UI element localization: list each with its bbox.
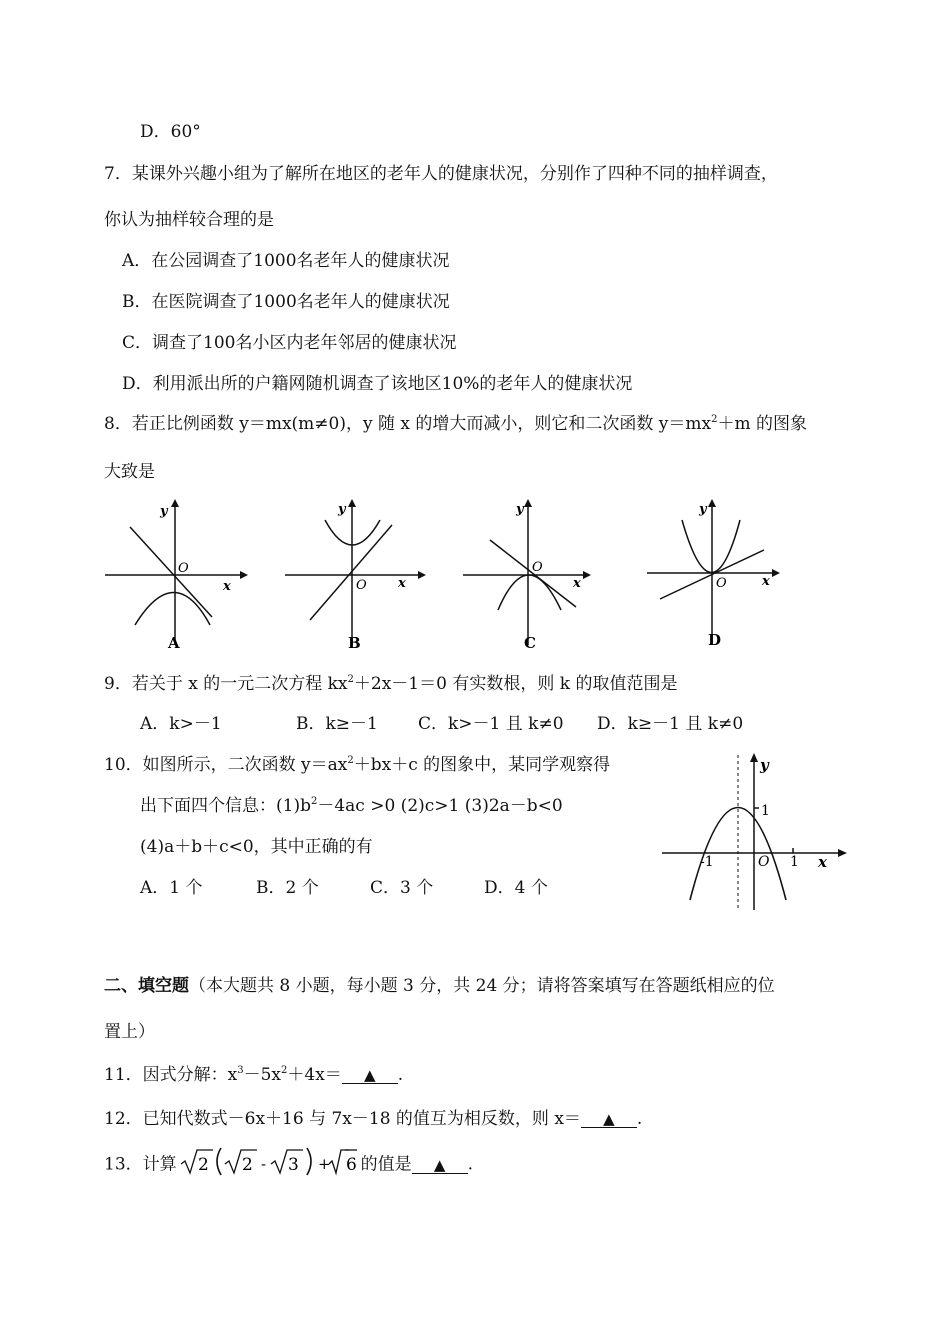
svg-text:-: - [260, 1155, 266, 1173]
q10-info-line1: 出下面四个信息：$(1)b^2-4ac >0$ (2)c>1 (3)2a－b<0 [140, 796, 563, 816]
q10-option-a: A．1 个 [140, 878, 203, 898]
fig-neg-one-label: -1 [700, 854, 714, 870]
axis-y-label: y [516, 502, 524, 517]
fig-y-label: y [760, 756, 769, 774]
graph-label: B [348, 634, 361, 652]
fig-origin-label: O [758, 854, 770, 870]
q9-stem: 9．若关于 x 的一元二次方程 $kx^2+2x-1=0$ 有实数根，则 k 的取值范围是 [104, 674, 678, 694]
svg-text:+: + [317, 1155, 331, 1173]
q8-stem-line1: 8．若正比例函数 y＝mx(m≠0)，y 随 x 的增大而减小，则它和二次函数 $y=mx^2+m$ 的图象 [104, 414, 807, 434]
q7-option-b: B．在医院调查了1000名老年人的健康状况 [122, 292, 450, 312]
q6-option-d: D．60° [140, 122, 201, 142]
section2-heading: 二、填空题 [104, 976, 189, 996]
axis-x-label: x [573, 576, 581, 591]
answer-blank[interactable]: ▲ [342, 1067, 398, 1084]
q10-option-d: D．4 个 [484, 878, 548, 898]
q7-option-a: A．在公园调查了1000名老年人的健康状况 [122, 251, 450, 271]
fig-one-y-label: 1 [761, 803, 770, 819]
answer-blank[interactable]: ▲ [581, 1111, 637, 1128]
axis-y-label: y [699, 502, 707, 517]
graph-label: C [524, 634, 536, 652]
origin-label: O [532, 560, 543, 575]
q10-stem: 10．如图所示，二次函数 $y=ax^2+bx+c$ 的图象中，某同学观察得 [104, 755, 611, 775]
origin-label: O [178, 561, 189, 576]
q10-parabola-figure [660, 750, 850, 915]
q13: 13．计算 2 2 - 3 + 6 的值是 ▲ . [104, 1152, 473, 1178]
origin-label: O [356, 578, 367, 593]
axis-y-label: y [160, 504, 168, 519]
svg-text:3: 3 [287, 1155, 299, 1175]
svg-text:2: 2 [241, 1155, 253, 1175]
q10-option-b: B．2 个 [256, 878, 319, 898]
svg-text:2: 2 [197, 1155, 209, 1175]
q7-stem-line1: 7．某课外兴趣小组为了解所在地区的老年人的健康状况，分别作了四种不同的抽样调查， [104, 164, 778, 184]
q12: 12．已知代数式－6x＋16 与 7x－18 的值互为相反数，则 x＝ ▲ . [104, 1109, 643, 1129]
q8-graph-b [280, 495, 430, 655]
q10-option-c: C．3 个 [370, 878, 434, 898]
section2-heading-line2: 置上） [104, 1022, 155, 1042]
graph-label: D [708, 631, 722, 649]
axis-x-label: x [762, 574, 770, 589]
q7-option-d: D．利用派出所的户籍网随机调查了该地区10%的老年人的健康状况 [122, 374, 633, 394]
origin-label: O [716, 576, 727, 591]
axis-y-label: y [338, 502, 346, 517]
q9-option-d: D．k≥－1 且 k≠0 [597, 714, 744, 734]
sqrt-six [345, 1144, 357, 1178]
q10-info-line2: (4)a＋b＋c<0，其中正确的有 [140, 837, 373, 857]
axis-x-label: x [398, 576, 406, 591]
graph-label: A [168, 634, 180, 652]
section2-heading-line1: 二、填空题（本大题共 8 小题，每小题 3 分，共 24 分；请将答案填写在答题纸相应的位 [104, 976, 775, 996]
q11: 11．因式分解：$x^3-5x^2+4x=$ ▲ . [104, 1065, 404, 1085]
fig-one-x-label: 1 [790, 854, 799, 870]
q8-graph-d [642, 495, 792, 655]
sqrt-expression [179, 1144, 349, 1178]
q9-option-c: C．k>－1 且 k≠0 [418, 714, 564, 734]
axis-x-label: x [223, 579, 231, 594]
q7-option-c: C．调查了100名小区内老年邻居的健康状况 [122, 333, 457, 353]
q7-stem-line2: 你认为抽样较合理的是 [104, 210, 274, 230]
q8-graph-c [458, 495, 608, 655]
q9-option-b: B．k≥－1 [296, 714, 378, 734]
q8-stem-line2: 大致是 [104, 462, 155, 482]
q9-option-a: A．k>－1 [140, 714, 222, 734]
q8-graph-a [100, 495, 250, 655]
answer-blank[interactable]: ▲ [412, 1157, 468, 1174]
svg-text:6: 6 [345, 1155, 357, 1175]
fig-x-label: x [818, 853, 827, 871]
